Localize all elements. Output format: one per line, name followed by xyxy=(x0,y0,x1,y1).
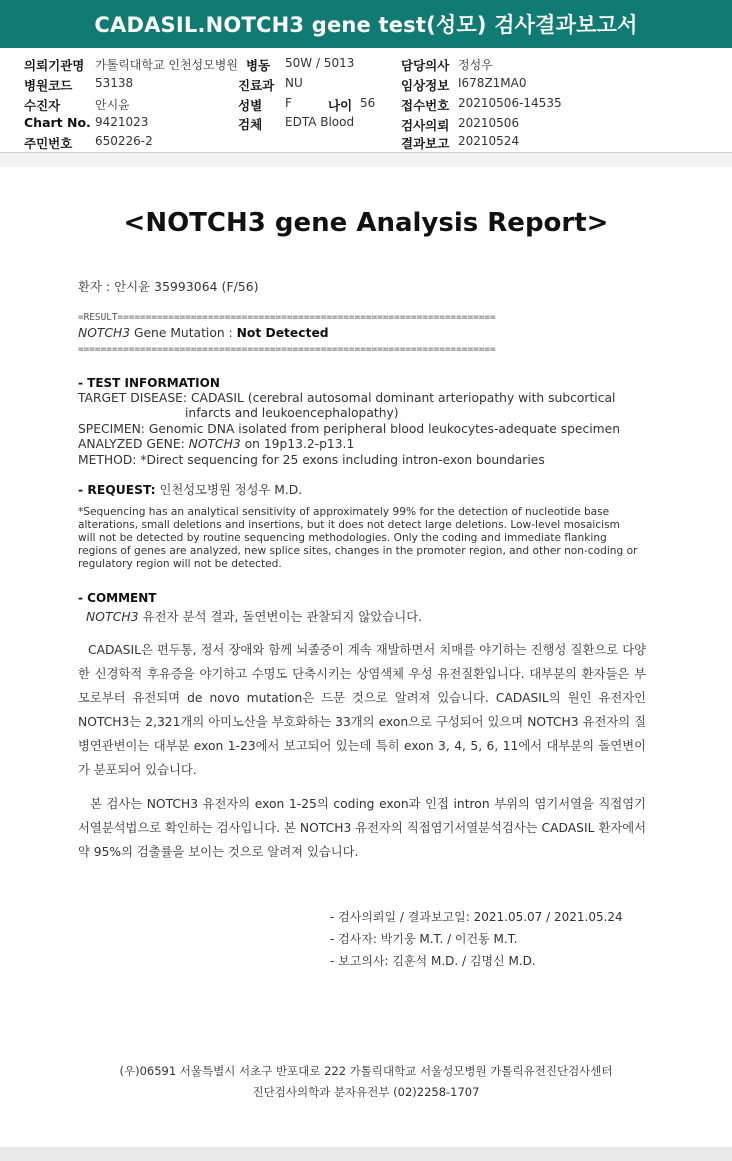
request-line xyxy=(78,480,302,498)
info-label-request-date: 검사의뢰 xyxy=(401,118,450,133)
specimen-line: SPECIMEN: Genomic DNA isolated from peripheral blood leukocytes-adequate specimen xyxy=(78,422,621,436)
info-value-sex: F xyxy=(285,96,292,110)
request-value: 인천성모병원 정성우 M.D. xyxy=(159,483,303,497)
info-label-resident-no: 주민번호 xyxy=(24,136,73,151)
technicians-line: - 검사자: 박기웅 M.T. / 이건동 M.T. xyxy=(330,932,518,946)
result-gene: NOTCH3 xyxy=(78,326,131,340)
method-line: METHOD: *Direct sequencing for 25 exons including intron-exon boundaries xyxy=(78,453,545,467)
comment-paragraph-1: CADASIL은 편두통, 정서 장애와 함께 뇌졸중이 계속 재발하면서 치매를 야기하는 진행성 질환으로 다양한 신경학적 후유증을 야기하고 수명도 단축시키는 상염색체 우성 유전질환입니다. 대부분의 환자들은 부모로부터 유전되며 de novo mutation은 드문 것으로 알려져 있습니다. CADASIL의 원인 유전자인 NOTCH3는 2,321개의 아미노산을 부호화하는 33개의 exon으로 구성되어 있으며 NOTCH3 유전자의 질병연관변이는 대부분 exon 1-23에서 보고되어 있는데 특히 exon 3, 4, 5, 6, 11에서 대부분의 돌연변이가 분포되어 있습니다. xyxy=(78,643,646,777)
info-label-age: 나이 xyxy=(328,98,353,113)
info-value-receipt-no: 20210506-14535 xyxy=(458,96,562,110)
info-value-report-date: 20210524 xyxy=(458,134,520,148)
analyzed-gene-line xyxy=(78,437,354,451)
comment-heading: - COMMENT xyxy=(78,591,157,605)
footer-department: 진단검사의학과 분자유전부 (02)2258-1707 xyxy=(252,1085,480,1099)
target-disease: TARGET DISEASE: CADASIL (cerebral autosomal dominant arteriopathy with subcortical xyxy=(78,391,616,405)
result-separator: =RESULT=================================================================== xyxy=(78,312,496,323)
result-label: Gene Mutation : xyxy=(130,326,237,340)
test-info-heading: - TEST INFORMATION xyxy=(78,376,220,390)
comment-gene: NOTCH3 xyxy=(86,610,139,624)
result-value: Not Detected xyxy=(236,326,329,340)
patient-info-panel xyxy=(0,48,732,153)
target-disease-cont: infarcts and leukoencephalopathy) xyxy=(185,406,399,420)
comment-paragraph-2: 본 검사는 NOTCH3 유전자의 exon 1-25의 coding exon과 인접 intron 부위의 염기서열을 직접염기서열분석법으로 확인하는 검사입니다. 본 NOTCH3 유전자의 직접염기서열분석검사는 CADASIL 환자에서 약 95%의 검출률을 보이는 것으로 알려져 있습니다. xyxy=(78,797,646,859)
info-value-hospital-code: 53138 xyxy=(95,76,134,90)
patient-line: 환자 : 안시윤 35993064 (F/56) xyxy=(78,280,259,294)
info-label-doctor: 담당의사 xyxy=(401,58,450,73)
reporting-doctors-line: - 보고의사: 김훈석 M.D. / 김명신 M.D. xyxy=(330,954,536,968)
info-label-department: 진료과 xyxy=(238,78,275,93)
comment-text: 유전자 분석 결과, 돌연변이는 관찰되지 않았습니다. xyxy=(138,610,423,624)
result-separator-bottom: ========================================================================== xyxy=(78,344,496,355)
analyzed-prefix: ANALYZED GENE: xyxy=(78,437,189,451)
sequencing-footnote: *Sequencing has an analytical sensitivity of approximately 99% for the detection of nucleotide base alterations, small deletions and insertions, but it does not detect large deletions. Low-level mosaicism will not be detected by routine sequencing methodologies. Only the coding and immediate flanking regions of genes are analyzed, new splice sites, changes in the promoter region, and other non-coding or regulatory region will not be detected. xyxy=(78,506,638,570)
request-heading: - REQUEST: xyxy=(78,483,156,497)
info-label-clinical-info: 임상정보 xyxy=(401,78,450,93)
report-title: <NOTCH3 gene Analysis Report> xyxy=(123,208,609,238)
info-value-resident-no: 650226-2 xyxy=(95,134,153,148)
info-value-ward: 50W / 5013 xyxy=(285,56,355,70)
dates-line: - 검사의뢰일 / 결과보고일: 2021.05.07 / 2021.05.24 xyxy=(330,910,623,924)
info-label-report-date: 결과보고 xyxy=(401,136,450,151)
info-label-receipt-no: 접수번호 xyxy=(401,98,450,113)
info-value-patient: 안시윤 xyxy=(95,98,130,112)
info-value-request-date: 20210506 xyxy=(458,116,520,130)
info-value-specimen: EDTA Blood xyxy=(285,115,355,129)
footer-address: (우)06591 서울특별시 서초구 반포대로 222 가톨릭대학교 서울성모병원 가톨릭유전진단검사센터 xyxy=(119,1064,613,1078)
info-value-clinical-info: I678Z1MA0 xyxy=(458,76,527,90)
info-label-ward: 병동 xyxy=(246,58,271,73)
report-header-title: CADASIL.NOTCH3 gene test(성모) 검사결과보고서 xyxy=(0,0,732,48)
info-value-doctor: 정성우 xyxy=(458,58,493,72)
bottom-strip xyxy=(0,1147,732,1161)
info-label-sex: 성별 xyxy=(238,98,263,113)
info-label-patient: 수진자 xyxy=(24,98,61,113)
analyzed-suffix: on 19p13.2-p13.1 xyxy=(240,437,355,451)
analyzed-gene: NOTCH3 xyxy=(188,437,241,451)
info-value-institution: 가톨릭대학교 인천성모병원 xyxy=(95,58,238,72)
result-line xyxy=(78,326,329,340)
info-label-hospital-code: 병원코드 xyxy=(24,78,73,93)
info-label-institution: 의뢰기관명 xyxy=(24,58,85,73)
info-value-chart-no: 9421023 xyxy=(95,115,149,129)
info-value-age: 56 xyxy=(360,96,376,110)
info-value-department: NU xyxy=(285,76,303,90)
info-label-specimen: 검체 xyxy=(238,117,263,132)
comment-line xyxy=(86,607,422,625)
info-label-chart-no: Chart No. xyxy=(24,115,91,130)
